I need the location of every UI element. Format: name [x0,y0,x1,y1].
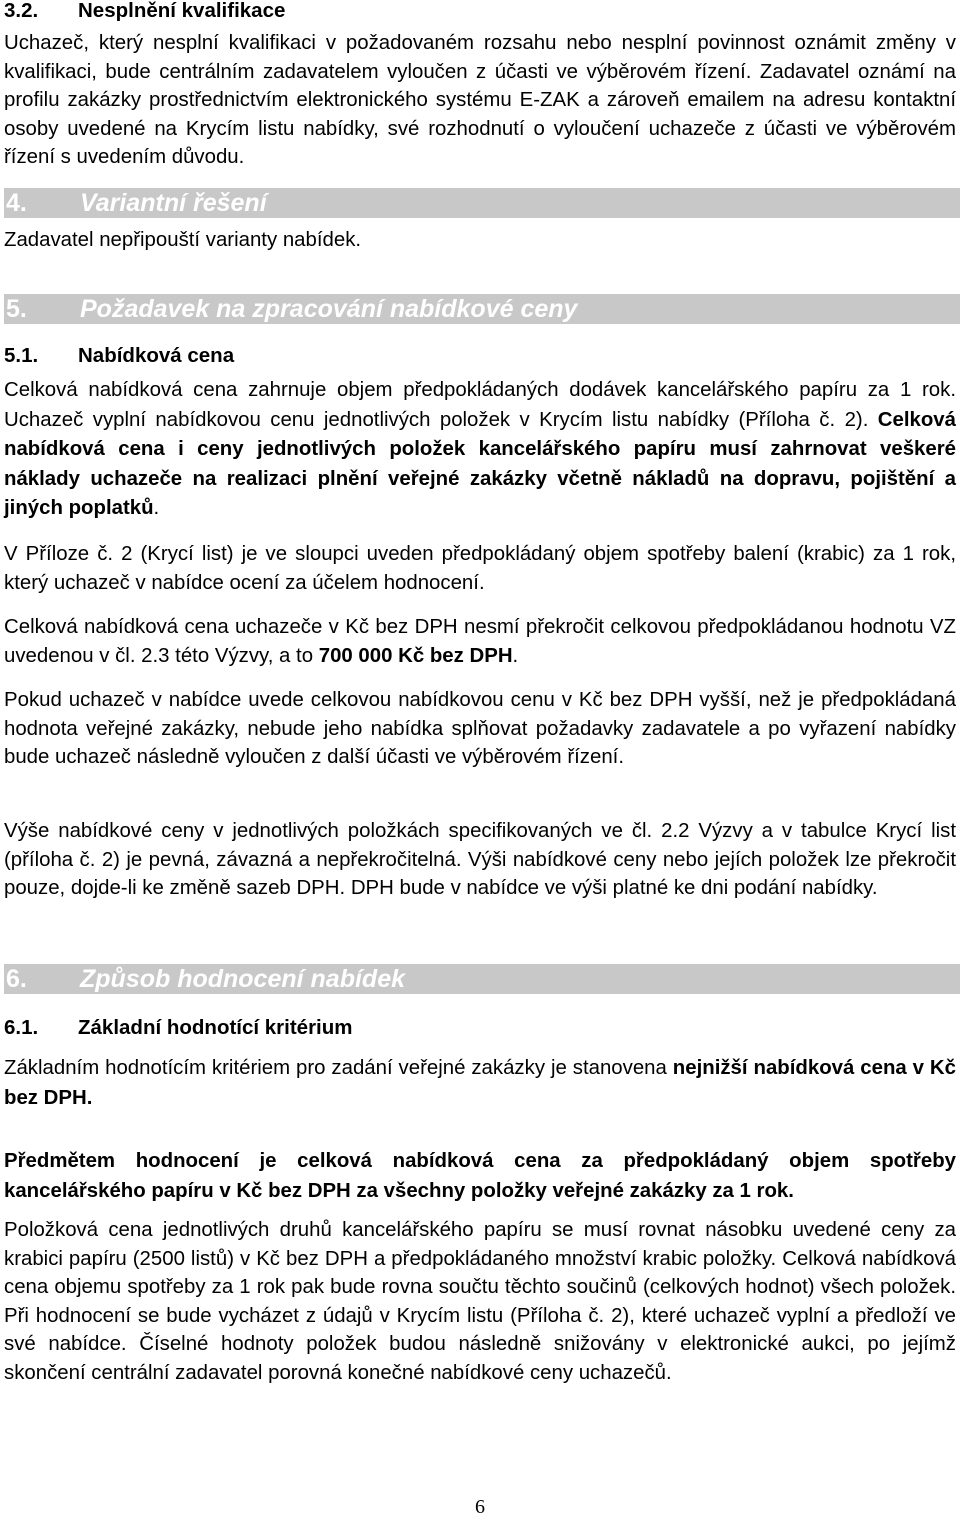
section-6-1-number: 6.1. [4,1016,39,1039]
section-5-1-paragraph-3 [4,613,956,670]
section-4-title: Variantní řešení [80,189,267,217]
section-4-heading-bar [4,188,960,218]
section-6-1-heading [4,1014,353,1042]
criterion-intro-text: Základním hodnotícím kritériem pro zadání veřejné zakázky je stanovena [4,1057,673,1079]
section-3-2-heading [4,0,285,25]
section-3-2-number: 3.2. [4,0,39,22]
section-5-1-title: Nabídková cena [78,344,235,367]
section-5-1-heading [4,342,234,370]
section-5-1-paragraph-1 [4,376,956,524]
price-paragraph-end: . [153,497,160,519]
section-5-1-number: 5.1. [4,344,39,367]
section-6-title: Způsob hodnocení nabídek [80,965,405,993]
max-price-end: . [512,644,519,667]
price-includes-costs-text: Celková nabídková cena i ceny jednotlivých položek kancelářského papíru musí zahrnovat veškeré náklady uchazeče na realizaci plnění veřejné zakázky včetně nákladů na dopravu, pojištění a jiných poplatků [4,408,956,519]
section-5-title: Požadavek na zpracování nabídkové ceny [80,295,578,323]
section-3-2-title: Nesplnění kvalifikace [78,0,286,22]
section-6-1-paragraph-3: Položková cena jednotlivých druhů kancelářského papíru se musí rovnat násobku uvedené ceny za krabici papíru (2500 listů) v Kč bez DPH a předpokládaného množství krabic položky. Celková nabídková cena objemu spotřeby za 1 rok pak bude rovna součtu těchto součinů (celkových hodnot) všech položek. Při hodnocení se bude vycházet z údajů v Krycím listu (Příloha č. 2), které uchazeč vyplní a předloží ve své nabídce. Číselné hodnoty položek budou následně snižovány v elektronické aukci, po jejímž skončení centrální zadavatel porovná konečné nabídkové ceny uchazečů. [4,1219,956,1384]
section-4-number: 4. [6,189,27,217]
section-3-2-paragraph: Uchazeč, který nesplní kvalifikaci v požadovaném rozsahu nebo nesplní povinnost oznámit změny v kvalifikaci, bude centrálním zadavatelem vyloučen z účasti ve výběrovém řízení. Zadavatel oznámí na profilu zakázky prostřednictvím elektronického systému E-ZAK a zároveň emailem na adresu kontaktní osoby uvedené na Krycím listu nabídky, své rozhodnutí o vyloučení uchazeče z účasti ve výběrovém řízení s uvedením důvodu. [4,32,956,168]
section-6-1-paragraph-1 [4,1054,956,1113]
section-6-1-paragraph-2: Předmětem hodnocení je celková nabídková cena za předpokládaný objem spotřeby kancelářského papíru v Kč bez DPH za všechny položky veřejné zakázky za 1 rok. [4,1150,956,1202]
criterion-value: nejnižší nabídková cena v Kč bez DPH. [4,1057,956,1109]
section-5-number: 5. [6,295,27,323]
section-5-1-paragraph-5: Výše nabídkové ceny v jednotlivých položkách specifikovaných ve čl. 2.2 Výzvy a v tabulce Krycí list (příloha č. 2) je pevná, závazná a nepřekročitelná. Výši nabídkové ceny nebo jejích položek lze překročit pouze, dojde-li ke změně sazeb DPH. DPH bude v nabídce ve výši platné ke dni podání nabídky. [4,820,956,899]
max-price-value: 700 000 Kč bez DPH [318,644,513,667]
max-price-intro-text: Celková nabídková cena uchazeče v Kč bez DPH nesmí překročit celkovou předpokládanou hodnotu VZ uvedenou v čl. 2.3 této Výzvy, a to [4,616,956,667]
section-5-1-paragraph-4: Pokud uchazeč v nabídce uvede celkovou nabídkovou cenu v Kč bez DPH vyšší, než je předpokládaná hodnota veřejné zakázky, nebude jeho nabídka splňovat požadavky zadavatele a po vyřazení nabídky bude uchazeč následně vyloučen z další účasti ve výběrovém řízení. [4,689,956,768]
section-6-1-title: Základní hodnotící kritérium [78,1016,353,1039]
page-number: 6 [475,1496,485,1518]
section-6-number: 6. [6,965,27,993]
section-5-1-paragraph-2: V Příloze č. 2 (Krycí list) je ve sloupci uveden předpokládaný objem spotřeby balení (krabic) za 1 rok, který uchazeč v nabídce ocení za účelem hodnocení. [4,543,956,594]
section-4-paragraph: Zadavatel nepřipouští varianty nabídek. [4,229,362,251]
section-6-heading-bar [4,964,960,994]
price-intro-text: Celková nabídková cena zahrnuje objem předpokládaných dodávek kancelářského papíru za 1 rok. Uchazeč vyplní nabídkovou cenu jednotlivých položek v Krycím listu nabídky (Příloha č. 2). [4,379,956,431]
section-5-heading-bar [4,294,960,324]
